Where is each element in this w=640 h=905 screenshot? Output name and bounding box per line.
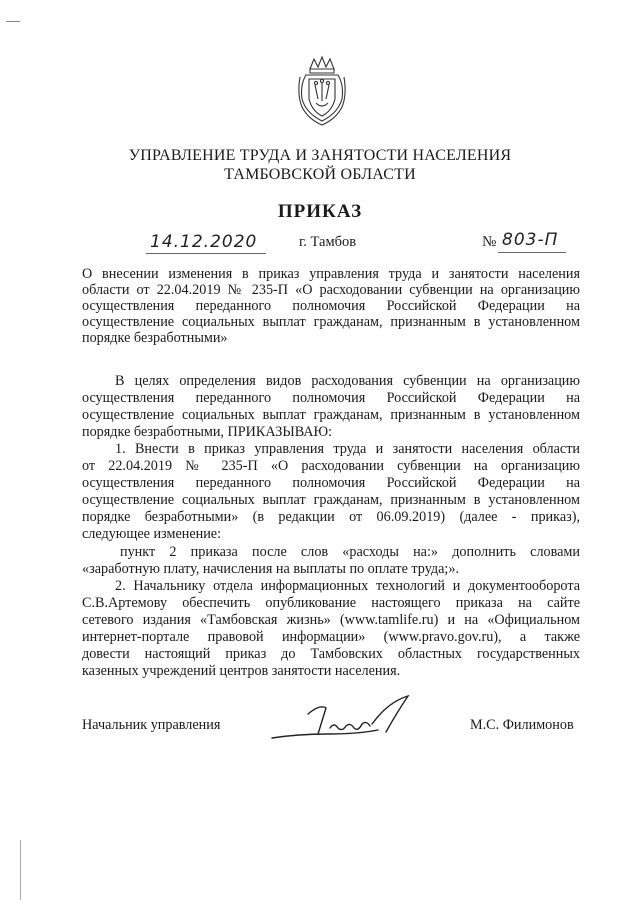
preamble-line: осуществления переданного полномочия Российской Федерации на [82, 390, 580, 406]
item2-line: С.В.Артемову обеспечить опубликование настоящего приказа на сайте [82, 595, 580, 611]
city: г. Тамбов [299, 234, 357, 250]
subject-line: осуществление социальных выплат гражданам, признанным в установленном [82, 314, 580, 330]
change-line: «заработную плату, начисления на выплаты по оплате труда;». [82, 561, 460, 577]
subject-line: осуществления переданного полномочия Российской Федерации на [82, 298, 580, 314]
number-label: № [482, 234, 497, 250]
item2-line: 2. Начальнику отдела информационных технологий и документооборота [115, 578, 580, 594]
organization-name-line2: ТАМБОВСКОЙ ОБЛАСТИ [224, 166, 416, 183]
document-title: ПРИКАЗ [277, 201, 363, 222]
change-line: пункт 2 приказа после слов «расходы на:» дополнить словами [120, 544, 580, 560]
item1-line: осуществление социальных выплат гражданам, признанным в установленном [82, 492, 580, 508]
item1-line: следующее изменение: [82, 526, 222, 542]
item2-line: довести настоящий приказ до Тамбовских областных государственных [82, 646, 580, 662]
handwritten-date: 14.12.2020 [150, 232, 258, 252]
item1-line: осуществления переданного полномочия Российской Федерации на [82, 475, 580, 491]
scan-mark-top [6, 21, 20, 22]
preamble-line: В целях определения видов расходования субвенции на организацию [115, 373, 580, 389]
preamble-line: порядке безработными, ПРИКАЗЫВАЮ: [82, 424, 333, 440]
item2-line: интернет-портале правовой информации» (www.pravo.gov.ru), а также [82, 629, 580, 645]
item1-line: порядке безработными» (в редакции от 06.09.2019) (далее - приказ), [82, 509, 580, 525]
subject-line: порядке безработными» [82, 330, 228, 346]
signatory-position: Начальник управления [82, 717, 221, 733]
preamble-line: осуществление социальных выплат гражданам, признанным в установленном [82, 407, 580, 423]
number-underline [498, 252, 566, 253]
tambov-coat-of-arms-icon [296, 55, 348, 127]
handwritten-signature [268, 694, 428, 746]
item2-line: казенных учреждений центров занятости населения. [82, 663, 401, 679]
subject-line: области от 22.04.2019 № 235-П «О расходовании субвенции на организацию [82, 282, 580, 298]
item1-line: от 22.04.2019 № 235-П «О расходовании субвенции на организацию [82, 458, 580, 474]
handwritten-number: 803-П [502, 230, 559, 250]
scan-mark-left [20, 840, 21, 900]
item1-line: 1. Внести в приказ управления труда и занятости населения области [115, 441, 580, 457]
date-underline [146, 253, 266, 254]
organization-name-line1: УПРАВЛЕНИЕ ТРУДА И ЗАНЯТОСТИ НАСЕЛЕНИЯ [128, 147, 512, 164]
signatory-name: М.С. Филимонов [470, 717, 574, 733]
item2-line: сетевого издания «Тамбовская жизнь» (www.tamlife.ru) и на «Официальном [82, 612, 580, 628]
subject-line: О внесении изменения в приказ управления труда и занятости населения [82, 266, 580, 282]
